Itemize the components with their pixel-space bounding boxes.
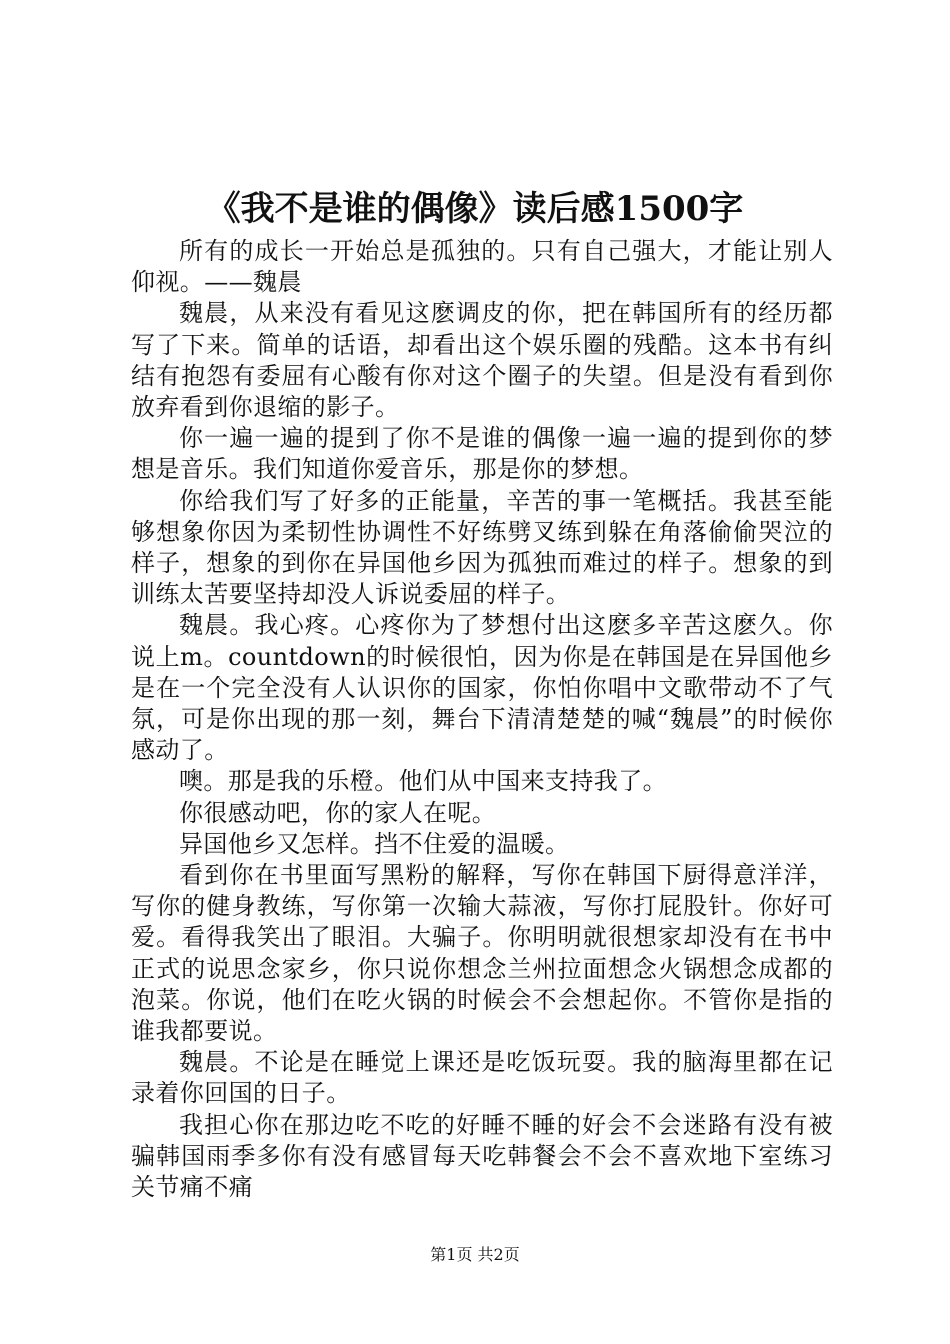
paragraph: 你给我们写了好多的正能量，辛苦的事一笔概括。我甚至能够想象你因为柔韧性协调性不好练劈叉练到躲在角落偷偷哭泣的样子，想象的到你在异国他乡因为孤独而难过的样子。想象的到训练太苦要坚持却没人诉说委屈的样子。	[131, 486, 833, 609]
paragraph: 魏晨，从来没有看见这麽调皮的你，把在韩国所有的经历都写了下来。简单的话语，却看出这个娱乐圈的残酷。这本书有纠结有抱怨有委屈有心酸有你对这个圈子的失望。但是没有看到你放弃看到你退缩的影子。	[131, 299, 833, 422]
paragraph: 魏晨。我心疼。心疼你为了梦想付出这麽多辛苦这麽久。你说上m。countdown的时候很怕，因为你是在韩国是在异国他乡是在一个完全没有人认识你的国家，你怕你唱中文歌带动不了气氛，可是你出现的那一刻，舞台下清清楚楚的喊“魏晨”的时候你感动了。	[131, 611, 833, 765]
paragraph: 魏晨。不论是在睡觉上课还是吃饭玩耍。我的脑海里都在记录着你回国的日子。	[131, 1048, 833, 1108]
document-body	[131, 236, 833, 1203]
paragraph: 噢。那是我的乐橙。他们从中国来支持我了。	[179, 767, 667, 796]
paragraph: 我担心你在那边吃不吃的好睡不睡的好会不会迷路有没有被骗韩国雨季多你有没有感冒每天吃韩餐会不会不喜欢地下室练习关节痛不痛	[131, 1110, 833, 1202]
paragraph: 异国他乡又怎样。挡不住爱的温暖。	[179, 829, 570, 858]
paragraph: 你很感动吧，你的家人在呢。	[179, 798, 497, 827]
paragraph: 看到你在书里面写黑粉的解释，写你在韩国下厨得意洋洋，写你的健身教练，写你第一次输大蒜液，写你打屁股针。你好可爱。看得我笑出了眼泪。大骗子。你明明就很想家却没有在书中正式的说思念家乡，你只说你想念兰州拉面想念火锅想念成都的泡菜。你说，他们在吃火锅的时候会不会想起你。不管你是指的谁我都要说。	[131, 861, 833, 1046]
document-title: 《我不是谁的偶像》读后感1500字	[206, 189, 744, 229]
page-number-footer: 第1页 共2页	[430, 1245, 520, 1264]
paragraph: 你一遍一遍的提到了你不是谁的偶像一遍一遍的提到你的梦想是音乐。我们知道你爱音乐，那是你的梦想。	[131, 424, 833, 484]
paragraph: 所有的成长一开始总是孤独的。只有自己强大，才能让别人仰视。——魏晨	[131, 237, 833, 297]
